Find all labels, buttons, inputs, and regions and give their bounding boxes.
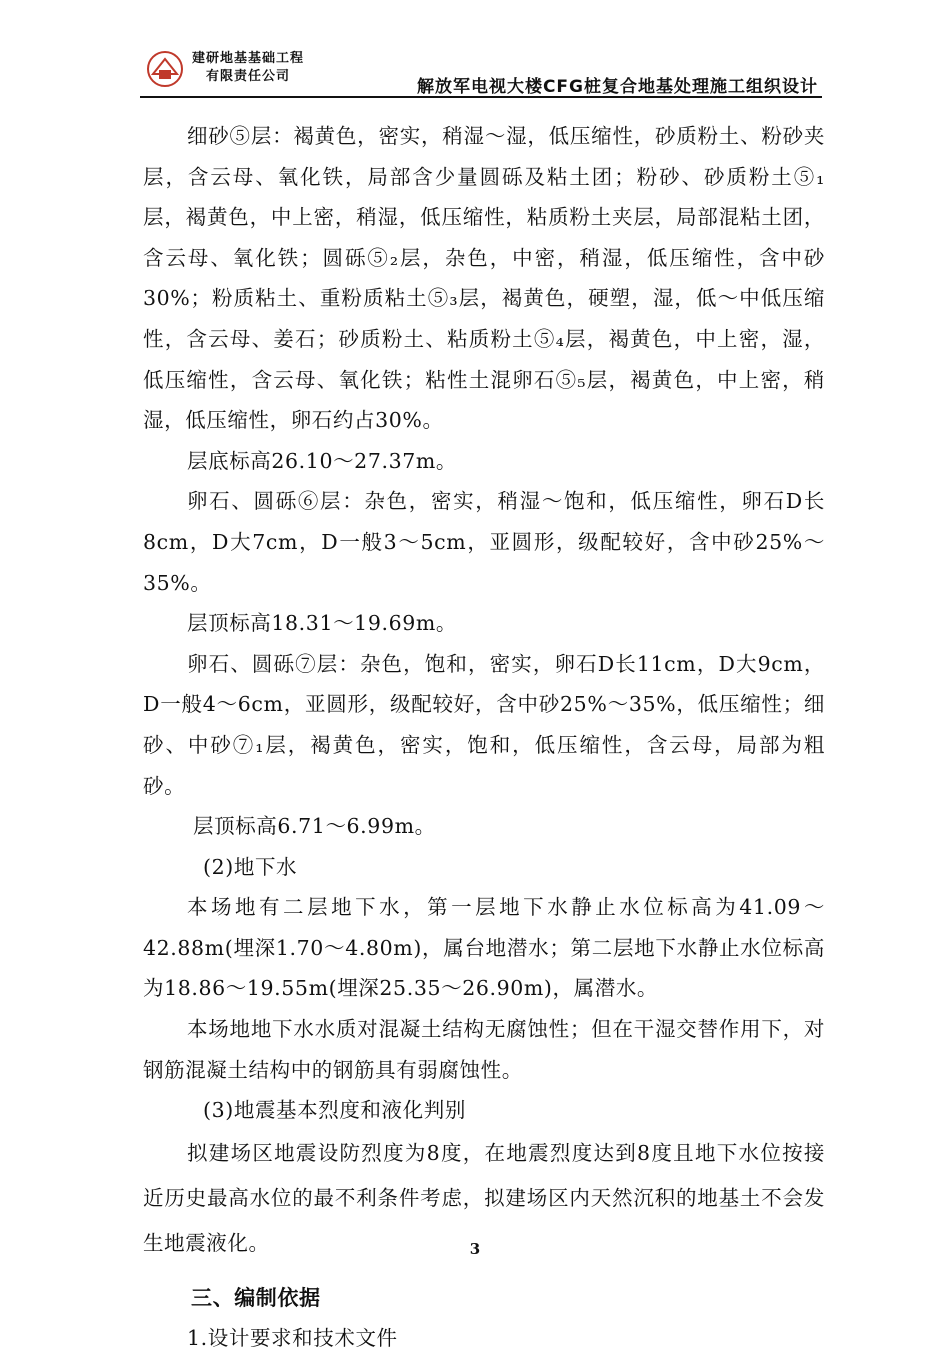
paragraph-elevation-5: 层底标高26.10～27.37m。	[187, 448, 458, 473]
page-number: 3	[469, 1240, 481, 1258]
paragraph-elevation-6: 层顶标高18.31～19.69m。	[187, 611, 458, 636]
paragraph-elevation-7: 层顶标高6.71～6.99m。	[193, 814, 436, 839]
subheading-groundwater: (2)地下水	[203, 854, 298, 879]
subheading-seismic: (3)地震基本烈度和液化判别	[203, 1098, 466, 1123]
paragraph-groundwater-corrosion: 本场地地下水水质对混凝土结构无腐蚀性；但在干湿交替作用下，对钢筋混凝土结构中的钢筋具有弱腐蚀性。	[143, 1017, 825, 1082]
list-item-design-requirements: 1.设计要求和技术文件	[187, 1326, 398, 1351]
paragraph-groundwater-levels: 本场地有二层地下水，第一层地下水静止水位标高为41.09～42.88m(埋深1.70～4.80m)，属台地潜水；第二层地下水静止水位标高为18.86～19.55m(埋深25.35～26.90m)，属潜水。	[143, 895, 825, 1001]
document-body	[143, 116, 825, 1359]
company-name	[192, 50, 304, 86]
paragraph-seismic: 拟建场区地震设防烈度为8度，在地震烈度达到8度且地下水位按接近历史最高水位的最不利条件考虑，拟建场区内天然沉积的地基土不会发生地震液化。	[143, 1140, 825, 1255]
paragraph-stratum-7: 卵石、圆砾⑦层：杂色，饱和，密实，卵石D长11cm，D大9cm，D一般4～6cm，亚圆形，级配较好，含中砂25%～35%，低压缩性；细砂、中砂⑦₁层，褐黄色，密实，饱和，低压缩性，含云母，局部为粗砂。	[143, 651, 825, 798]
paragraph-stratum-5: 细砂⑤层：褐黄色，密实，稍湿～湿，低压缩性，砂质粉土、粉砂夹层，含云母、氧化铁，局部含少量圆砾及粘土团；粉砂、砂质粉土⑤₁层，褐黄色，中上密，稍湿，低压缩性，粘质粉土夹层，局部混粘土团，含云母、氧化铁；圆砾⑤₂层，杂色，中密，稍湿，低压缩性，含中砂30%；粉质粘土、重粉质粘土⑤₃层，褐黄色，硬塑，湿，低～中低压缩性，含云母、姜石；砂质粉土、粘质粉土⑤₄层，褐黄色，中上密，湿，低压缩性，含云母、氧化铁；粘性土混卵石⑤₅层，褐黄色，中上密，稍湿，低压缩性，卵石约占30%。	[143, 124, 825, 433]
paragraph-stratum-6: 卵石、圆砾⑥层：杂色，密实，稍湿～饱和，低压缩性，卵石D长8cm，D大7cm，D一般3～5cm，亚圆形，级配较好，含中砂25%～35%。	[143, 489, 825, 595]
company-name-line2: 有限责任公司	[206, 69, 291, 84]
company-name-line1: 建研地基基础工程	[192, 51, 305, 66]
page-header	[140, 40, 822, 98]
section-heading-basis: 三、编制依据	[191, 1285, 321, 1310]
company-logo-icon	[146, 50, 184, 88]
document-title: 解放军电视大楼CFG桩复合地基处理施工组织设计	[416, 77, 818, 97]
